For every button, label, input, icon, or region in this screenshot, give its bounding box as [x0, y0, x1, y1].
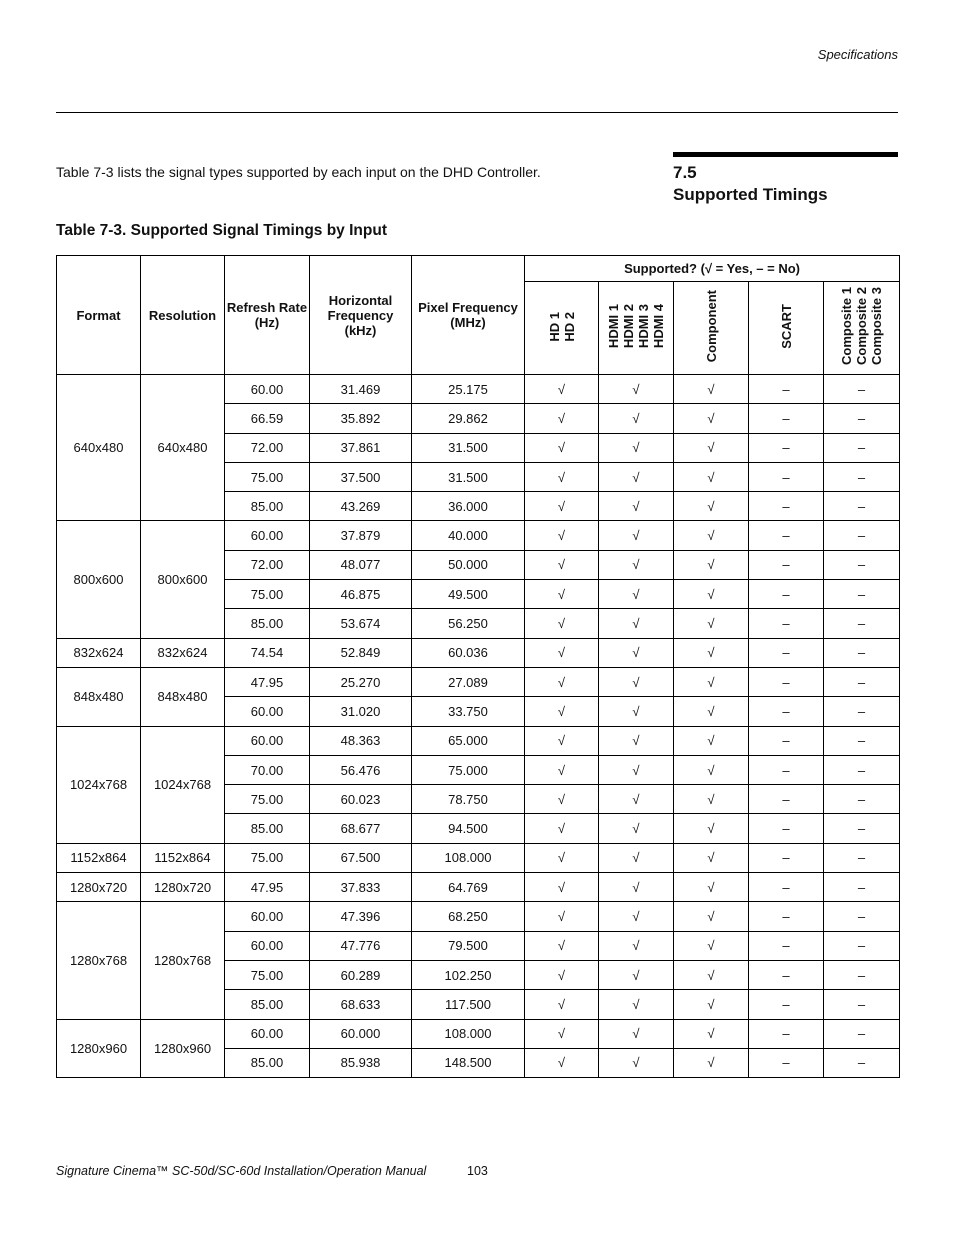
hfreq-cell: 68.633	[310, 990, 412, 1019]
pfreq-cell: 36.000	[412, 492, 525, 521]
pfreq-cell: 79.500	[412, 931, 525, 960]
refresh-cell: 60.00	[225, 726, 310, 755]
section-bar	[673, 152, 898, 157]
col-header-component: Component	[674, 282, 749, 375]
support-cell: –	[824, 404, 900, 433]
col-header-pixel: Pixel Frequency (MHz)	[412, 256, 525, 375]
support-cell: –	[749, 550, 824, 579]
support-cell: –	[749, 462, 824, 491]
support-cell: √	[525, 843, 599, 872]
support-cell: √	[674, 1019, 749, 1048]
hfreq-cell: 37.861	[310, 433, 412, 462]
support-cell: √	[525, 667, 599, 696]
support-cell: √	[525, 960, 599, 989]
support-cell: –	[824, 902, 900, 931]
support-cell: √	[599, 785, 674, 814]
pfreq-cell: 31.500	[412, 462, 525, 491]
pfreq-cell: 49.500	[412, 580, 525, 609]
support-cell: √	[674, 931, 749, 960]
support-cell: –	[824, 550, 900, 579]
hfreq-cell: 67.500	[310, 843, 412, 872]
support-cell: √	[674, 609, 749, 638]
support-cell: √	[599, 462, 674, 491]
pfreq-cell: 65.000	[412, 726, 525, 755]
hfreq-cell: 31.020	[310, 697, 412, 726]
hfreq-cell: 56.476	[310, 755, 412, 784]
support-cell: √	[674, 462, 749, 491]
support-cell: –	[749, 785, 824, 814]
pfreq-cell: 29.862	[412, 404, 525, 433]
support-cell: √	[674, 492, 749, 521]
hfreq-cell: 35.892	[310, 404, 412, 433]
refresh-cell: 60.00	[225, 375, 310, 404]
col-header-horizontal: Horizontal Frequency (kHz)	[310, 256, 412, 375]
hfreq-cell: 37.833	[310, 873, 412, 902]
support-cell: –	[824, 375, 900, 404]
support-cell: √	[525, 1019, 599, 1048]
pfreq-cell: 102.250	[412, 960, 525, 989]
hfreq-cell: 46.875	[310, 580, 412, 609]
pfreq-cell: 31.500	[412, 433, 525, 462]
support-cell: –	[824, 785, 900, 814]
support-cell: √	[674, 902, 749, 931]
refresh-cell: 60.00	[225, 902, 310, 931]
resolution-cell: 848x480	[141, 667, 225, 726]
support-cell: √	[599, 667, 674, 696]
support-cell: √	[599, 873, 674, 902]
support-cell: √	[674, 667, 749, 696]
section-number: 7.5	[673, 163, 697, 182]
support-cell: –	[749, 1048, 824, 1077]
hfreq-cell: 53.674	[310, 609, 412, 638]
refresh-cell: 85.00	[225, 609, 310, 638]
support-cell: √	[599, 990, 674, 1019]
support-cell: –	[749, 609, 824, 638]
support-cell: √	[525, 609, 599, 638]
support-cell: –	[749, 433, 824, 462]
support-cell: √	[674, 580, 749, 609]
support-cell: √	[525, 638, 599, 667]
support-cell: –	[749, 843, 824, 872]
support-cell: √	[674, 755, 749, 784]
page-number: 103	[467, 1164, 488, 1178]
support-cell: √	[525, 550, 599, 579]
support-cell: √	[525, 492, 599, 521]
support-cell: –	[749, 404, 824, 433]
support-cell: –	[749, 902, 824, 931]
hfreq-cell: 47.776	[310, 931, 412, 960]
support-cell: –	[749, 638, 824, 667]
support-cell: √	[674, 375, 749, 404]
footer-manual-title: Signature Cinema™ SC-50d/SC-60d Installation/Operation Manual	[56, 1164, 427, 1178]
support-cell: –	[749, 697, 824, 726]
support-cell: √	[525, 755, 599, 784]
intro-paragraph: Table 7-3 lists the signal types supported by each input on the DHD Controller.	[56, 164, 541, 180]
support-cell: –	[749, 726, 824, 755]
col-header-supported: Supported? (√ = Yes, – = No)	[525, 256, 900, 282]
refresh-cell: 72.00	[225, 433, 310, 462]
table-caption: Table 7-3. Supported Signal Timings by Input	[56, 222, 387, 239]
support-cell: √	[674, 1048, 749, 1077]
table-row	[57, 375, 900, 404]
support-cell: √	[599, 726, 674, 755]
col-header-hdmi: HDMI 1 HDMI 2 HDMI 3 HDMI 4	[599, 282, 674, 375]
support-cell: –	[824, 521, 900, 550]
refresh-cell: 75.00	[225, 785, 310, 814]
support-cell: √	[599, 814, 674, 843]
refresh-cell: 75.00	[225, 843, 310, 872]
pfreq-cell: 94.500	[412, 814, 525, 843]
hfreq-cell: 48.077	[310, 550, 412, 579]
col-header-refresh: Refresh Rate (Hz)	[225, 256, 310, 375]
support-cell: √	[674, 550, 749, 579]
table-row	[57, 1019, 900, 1048]
format-cell: 800x600	[57, 521, 141, 638]
support-cell: –	[824, 609, 900, 638]
support-cell: √	[674, 697, 749, 726]
col-header-composite: Composite 1 Composite 2 Composite 3	[824, 282, 900, 375]
pfreq-cell: 75.000	[412, 755, 525, 784]
support-cell: √	[674, 785, 749, 814]
support-cell: √	[599, 1048, 674, 1077]
resolution-cell: 1280x960	[141, 1019, 225, 1078]
table-row	[57, 843, 900, 872]
refresh-cell: 70.00	[225, 755, 310, 784]
format-cell: 1152x864	[57, 843, 141, 872]
pfreq-cell: 50.000	[412, 550, 525, 579]
table-row	[57, 726, 900, 755]
support-cell: √	[525, 873, 599, 902]
support-cell: √	[599, 521, 674, 550]
pfreq-cell: 68.250	[412, 902, 525, 931]
hfreq-cell: 60.000	[310, 1019, 412, 1048]
support-cell: √	[599, 843, 674, 872]
col-header-hd: HD 1 HD 2	[525, 282, 599, 375]
refresh-cell: 60.00	[225, 1019, 310, 1048]
support-cell: √	[525, 990, 599, 1019]
support-cell: –	[824, 667, 900, 696]
pfreq-cell: 56.250	[412, 609, 525, 638]
pfreq-cell: 108.000	[412, 843, 525, 872]
hfreq-cell: 48.363	[310, 726, 412, 755]
hfreq-cell: 43.269	[310, 492, 412, 521]
hfreq-cell: 60.289	[310, 960, 412, 989]
support-cell: –	[824, 990, 900, 1019]
pfreq-cell: 40.000	[412, 521, 525, 550]
support-cell: √	[674, 433, 749, 462]
support-cell: –	[749, 814, 824, 843]
pfreq-cell: 78.750	[412, 785, 525, 814]
support-cell: √	[525, 697, 599, 726]
support-cell: √	[674, 873, 749, 902]
support-cell: √	[525, 462, 599, 491]
refresh-cell: 60.00	[225, 521, 310, 550]
support-cell: √	[599, 638, 674, 667]
refresh-cell: 47.95	[225, 667, 310, 696]
support-cell: √	[599, 931, 674, 960]
resolution-cell: 1280x768	[141, 902, 225, 1019]
table-row	[57, 667, 900, 696]
support-cell: –	[824, 1048, 900, 1077]
support-cell: √	[599, 1019, 674, 1048]
refresh-cell: 85.00	[225, 814, 310, 843]
pfreq-cell: 108.000	[412, 1019, 525, 1048]
refresh-cell: 75.00	[225, 580, 310, 609]
hfreq-cell: 52.849	[310, 638, 412, 667]
support-cell: –	[824, 697, 900, 726]
refresh-cell: 60.00	[225, 697, 310, 726]
col-header-format: Format	[57, 256, 141, 375]
support-cell: √	[525, 814, 599, 843]
support-cell: –	[824, 814, 900, 843]
support-cell: –	[749, 755, 824, 784]
support-cell: √	[599, 550, 674, 579]
support-cell: –	[824, 726, 900, 755]
format-cell: 1280x768	[57, 902, 141, 1019]
hfreq-cell: 60.023	[310, 785, 412, 814]
table-row	[57, 873, 900, 902]
hfreq-cell: 85.938	[310, 1048, 412, 1077]
support-cell: √	[599, 404, 674, 433]
format-cell: 832x624	[57, 638, 141, 667]
refresh-cell: 72.00	[225, 550, 310, 579]
resolution-cell: 1280x720	[141, 873, 225, 902]
hfreq-cell: 47.396	[310, 902, 412, 931]
support-cell: √	[599, 755, 674, 784]
refresh-cell: 85.00	[225, 1048, 310, 1077]
format-cell: 1280x960	[57, 1019, 141, 1078]
support-cell: √	[674, 404, 749, 433]
support-cell: –	[824, 960, 900, 989]
support-cell: –	[749, 960, 824, 989]
table-row	[57, 902, 900, 931]
pfreq-cell: 148.500	[412, 1048, 525, 1077]
pfreq-cell: 27.089	[412, 667, 525, 696]
refresh-cell: 60.00	[225, 931, 310, 960]
pfreq-cell: 117.500	[412, 990, 525, 1019]
support-cell: √	[525, 726, 599, 755]
col-header-scart: SCART	[749, 282, 824, 375]
pfreq-cell: 25.175	[412, 375, 525, 404]
support-cell: √	[599, 697, 674, 726]
resolution-cell: 1152x864	[141, 843, 225, 872]
support-cell: –	[824, 843, 900, 872]
support-cell: –	[824, 1019, 900, 1048]
support-cell: –	[749, 1019, 824, 1048]
support-cell: –	[824, 638, 900, 667]
support-cell: √	[599, 960, 674, 989]
support-cell: √	[674, 990, 749, 1019]
support-cell: √	[674, 638, 749, 667]
refresh-cell: 85.00	[225, 990, 310, 1019]
refresh-cell: 74.54	[225, 638, 310, 667]
support-cell: √	[674, 960, 749, 989]
support-cell: √	[525, 580, 599, 609]
support-cell: √	[674, 814, 749, 843]
support-cell: √	[674, 726, 749, 755]
pfreq-cell: 60.036	[412, 638, 525, 667]
hfreq-cell: 68.677	[310, 814, 412, 843]
support-cell: –	[749, 990, 824, 1019]
support-cell: √	[525, 521, 599, 550]
pfreq-cell: 64.769	[412, 873, 525, 902]
support-cell: √	[599, 902, 674, 931]
support-cell: –	[749, 521, 824, 550]
support-cell: √	[525, 375, 599, 404]
refresh-cell: 75.00	[225, 462, 310, 491]
support-cell: –	[824, 580, 900, 609]
support-cell: –	[749, 667, 824, 696]
support-cell: –	[824, 931, 900, 960]
support-cell: √	[599, 609, 674, 638]
hfreq-cell: 37.500	[310, 462, 412, 491]
hfreq-cell: 25.270	[310, 667, 412, 696]
support-cell: –	[749, 873, 824, 902]
resolution-cell: 1024x768	[141, 726, 225, 843]
support-cell: –	[824, 492, 900, 521]
support-cell: √	[525, 1048, 599, 1077]
support-cell: √	[674, 843, 749, 872]
refresh-cell: 47.95	[225, 873, 310, 902]
support-cell: √	[525, 404, 599, 433]
table-row	[57, 521, 900, 550]
refresh-cell: 85.00	[225, 492, 310, 521]
support-cell: –	[749, 580, 824, 609]
format-cell: 1280x720	[57, 873, 141, 902]
support-cell: √	[599, 492, 674, 521]
support-cell: √	[599, 580, 674, 609]
support-cell: –	[749, 492, 824, 521]
support-cell: –	[749, 375, 824, 404]
hfreq-cell: 31.469	[310, 375, 412, 404]
support-cell: √	[525, 931, 599, 960]
support-cell: –	[824, 755, 900, 784]
timings-body	[57, 375, 900, 1078]
refresh-cell: 66.59	[225, 404, 310, 433]
resolution-cell: 640x480	[141, 375, 225, 521]
timings-table	[56, 255, 900, 1078]
format-cell: 848x480	[57, 667, 141, 726]
support-cell: √	[674, 521, 749, 550]
support-cell: –	[824, 433, 900, 462]
pfreq-cell: 33.750	[412, 697, 525, 726]
header-rule	[56, 112, 898, 113]
support-cell: √	[599, 375, 674, 404]
table-row	[57, 638, 900, 667]
resolution-cell: 832x624	[141, 638, 225, 667]
refresh-cell: 75.00	[225, 960, 310, 989]
format-cell: 640x480	[57, 375, 141, 521]
support-cell: –	[749, 931, 824, 960]
support-cell: –	[824, 873, 900, 902]
support-cell: √	[599, 433, 674, 462]
format-cell: 1024x768	[57, 726, 141, 843]
support-cell: √	[525, 433, 599, 462]
support-cell: √	[525, 785, 599, 814]
hfreq-cell: 37.879	[310, 521, 412, 550]
section-title: Supported Timings	[673, 185, 828, 204]
col-header-resolution: Resolution	[141, 256, 225, 375]
resolution-cell: 800x600	[141, 521, 225, 638]
support-cell: –	[824, 462, 900, 491]
support-cell: √	[525, 902, 599, 931]
running-header: Specifications	[817, 47, 898, 62]
